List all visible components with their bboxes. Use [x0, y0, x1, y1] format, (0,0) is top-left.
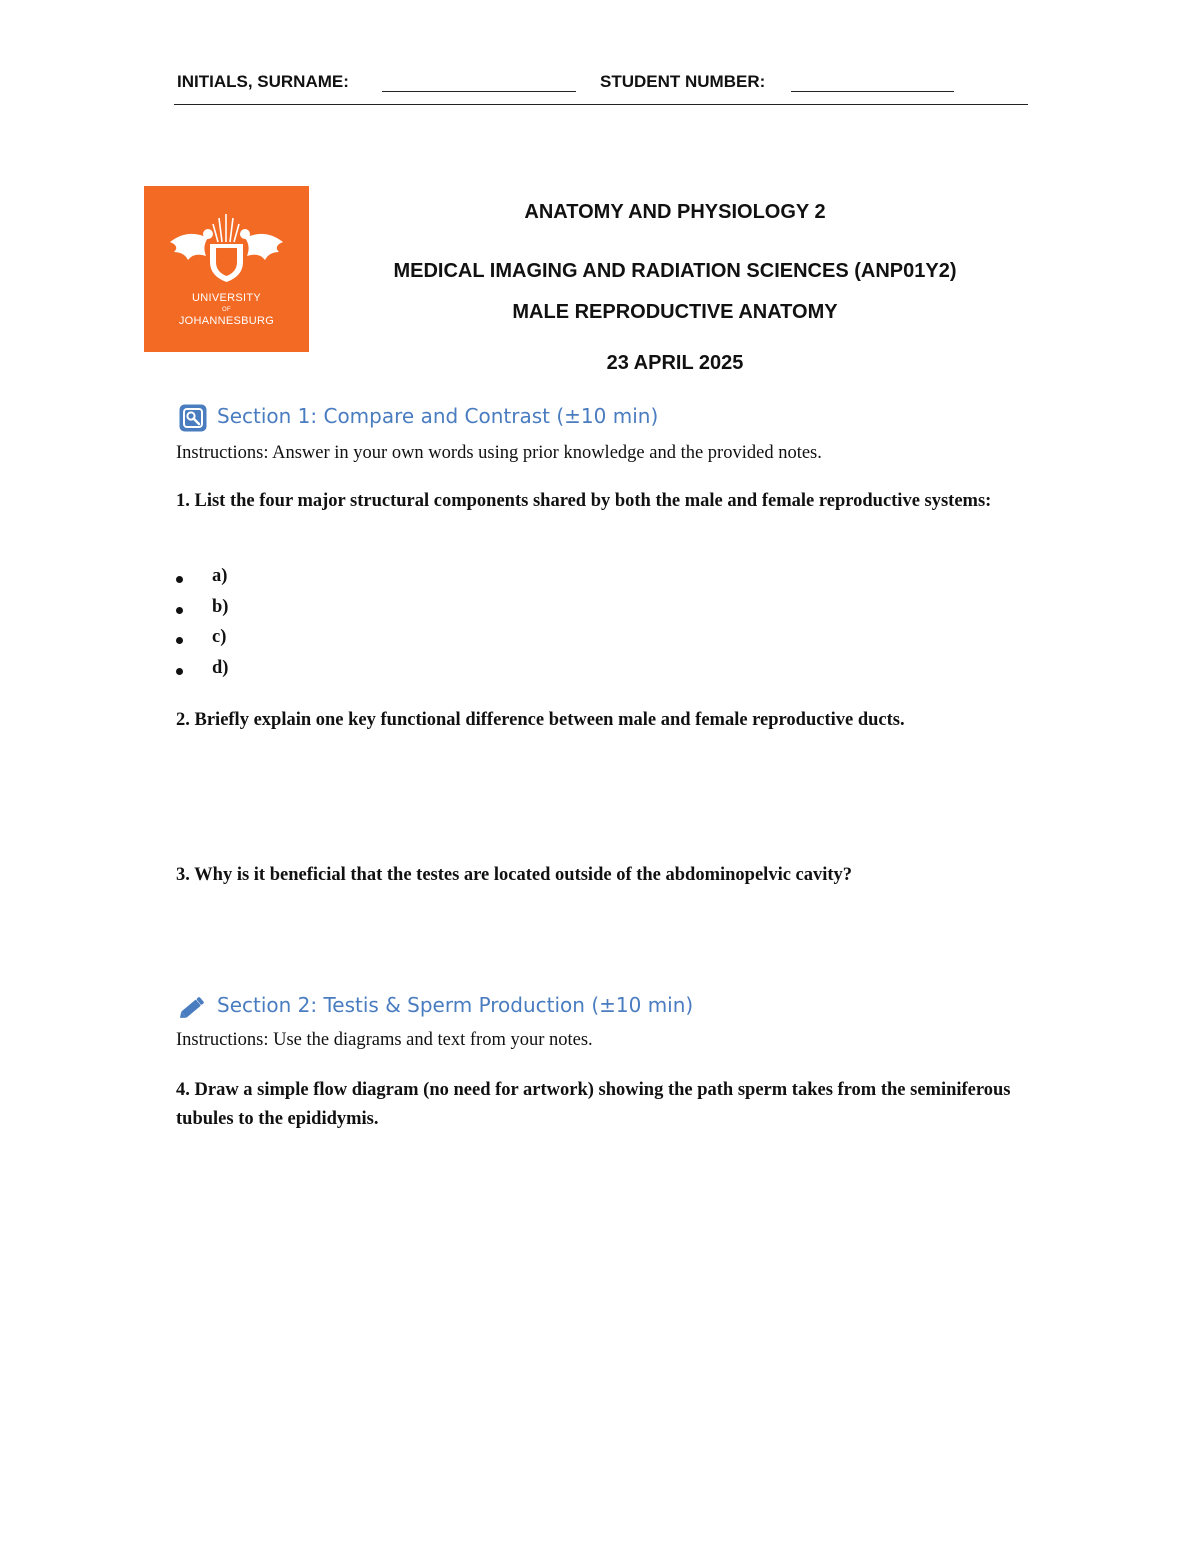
bullet-icon: [176, 607, 183, 614]
section-1-instructions: [176, 439, 1016, 468]
student-details-header: [174, 70, 1028, 105]
logo-text-of: OF: [222, 307, 231, 313]
logo-text-university: UNIVERSITY: [191, 292, 261, 304]
section-1-title: Section 1: Compare and Contrast (±10 min): [217, 404, 659, 428]
bullet-icon: [176, 668, 183, 675]
student-number-label: STUDENT NUMBER:: [600, 72, 766, 91]
pencil-icon: [178, 992, 208, 1022]
question-4: 4. Draw a simple flow diagram (no need for artwork) showing the path sperm takes from the seminiferous tubules to the epididymis.: [176, 1080, 1011, 1129]
programme-title: MEDICAL IMAGING AND RADIATION SCIENCES (ANP01Y2): [393, 260, 957, 282]
topic-title: MALE REPRODUCTIVE ANATOMY: [512, 301, 838, 323]
section-2-instructions: [176, 1026, 1016, 1055]
instructions-text: Use the diagrams and text from your notes.: [268, 1030, 593, 1050]
exam-date: 23 APRIL 2025: [606, 352, 744, 374]
course-title: ANATOMY AND PHYSIOLOGY 2: [524, 201, 826, 223]
clipboard-tool-icon: [178, 403, 208, 433]
instructions-label: Instructions:: [176, 1030, 269, 1050]
surname-blank-line: [382, 91, 576, 92]
bullet-icon: [176, 637, 183, 644]
list-item: [176, 627, 576, 658]
bullet-label: b): [212, 596, 229, 617]
bullet-label: a): [212, 566, 228, 586]
list-item: [176, 566, 576, 597]
logo-text-johannesburg: JOHANNESBURG: [178, 315, 275, 327]
instructions-text: Answer in your own words using prior knowledge and the provided notes.: [268, 443, 822, 463]
answer-bullet-list: [176, 566, 576, 688]
surname-label: INITIALS, SURNAME:: [177, 72, 349, 91]
list-item: [176, 658, 576, 689]
logo-emblem-icon: [144, 186, 309, 352]
question-2: 2. Briefly explain one key functional difference between male and female reproductive ducts.: [176, 710, 905, 730]
list-item: [176, 597, 576, 628]
instructions-label: Instructions:: [176, 443, 269, 463]
student-number-blank-line: [791, 91, 954, 92]
section-2-title: Section 2: Testis & Sperm Production (±10 min): [217, 993, 694, 1017]
university-logo: [144, 186, 309, 352]
question-1: 1. List the four major structural components shared by both the male and female reproductive systems:: [176, 491, 992, 511]
question-3: 3. Why is it beneficial that the testes are located outside of the abdominopelvic cavity?: [176, 865, 853, 885]
bullet-label: d): [212, 657, 229, 678]
bullet-label: c): [212, 627, 227, 647]
bullet-icon: [176, 576, 183, 583]
